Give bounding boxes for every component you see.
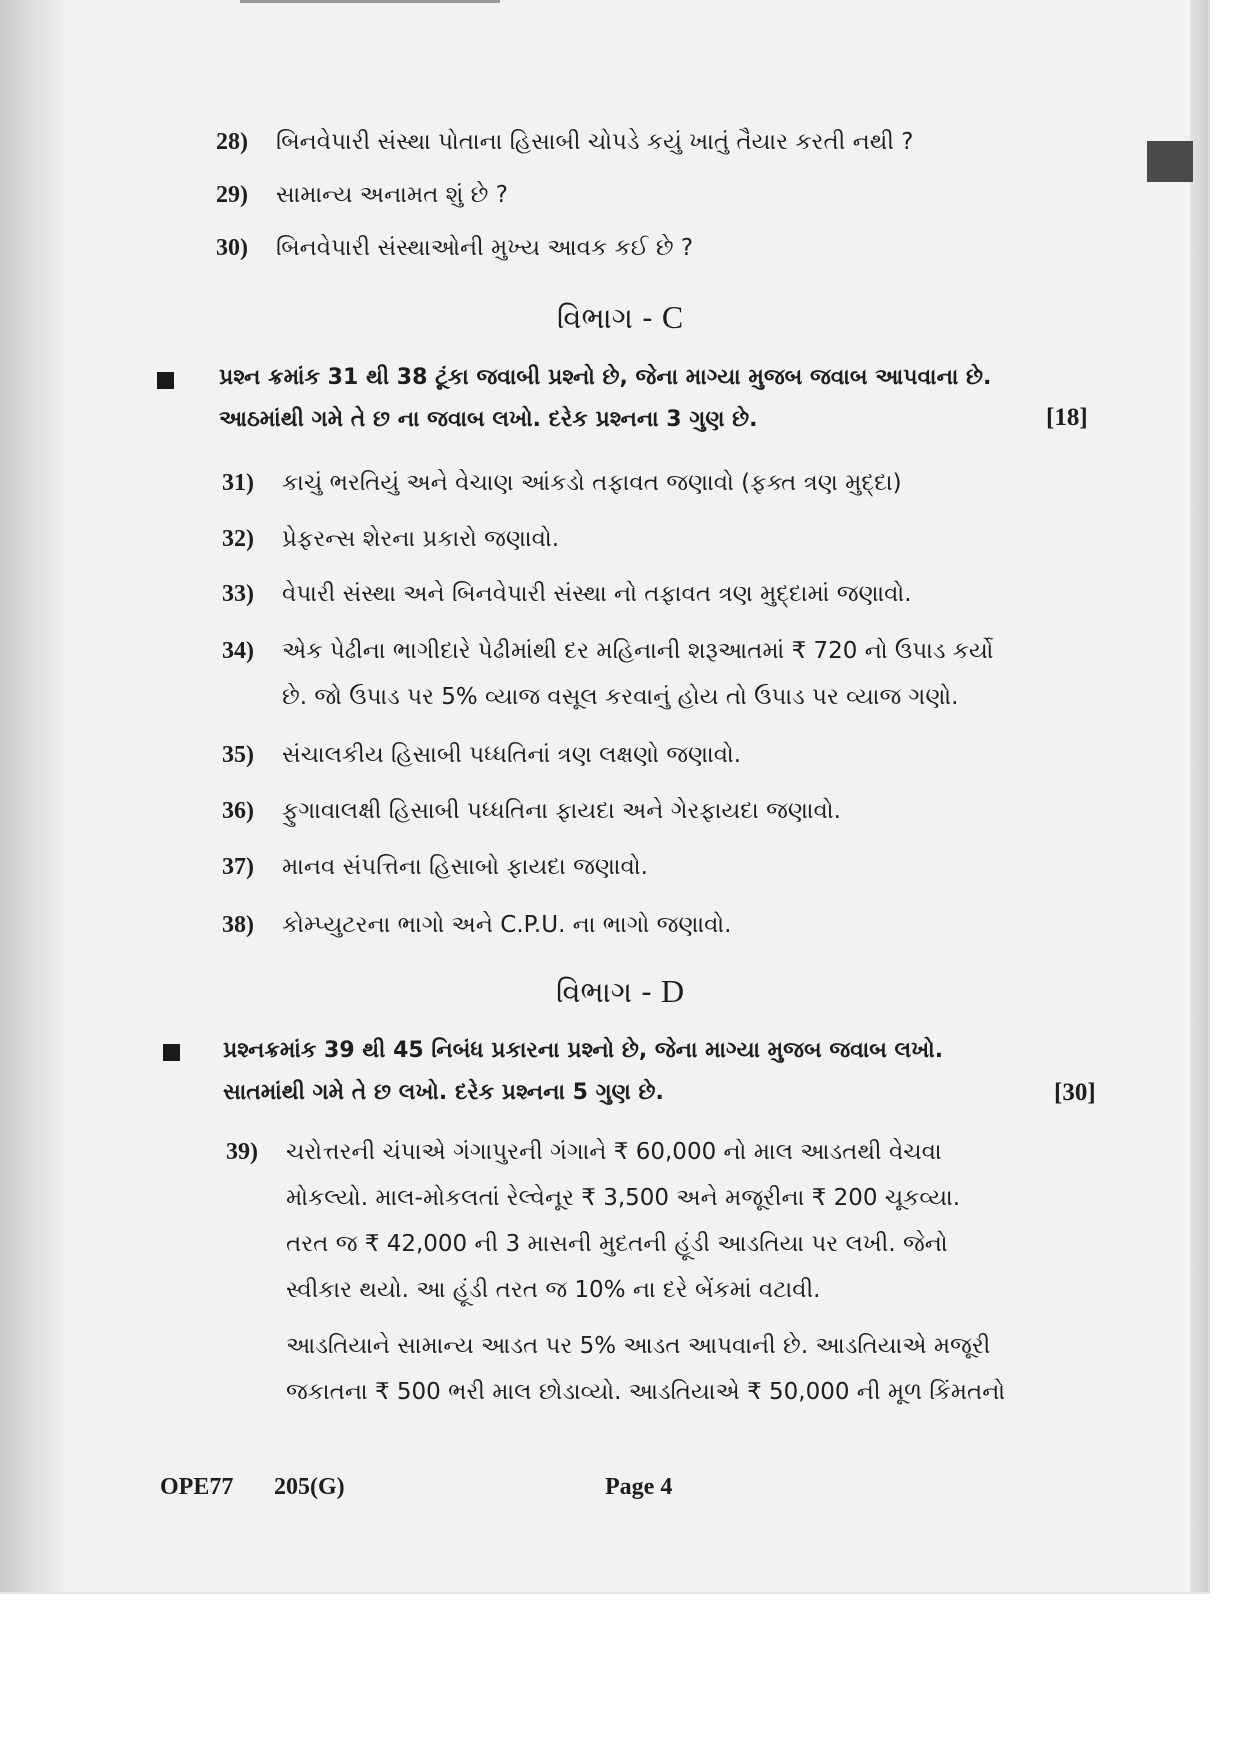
- question-number: 37): [222, 854, 254, 880]
- question-text-line: ચરોત્તરની ચંપાએ ગંગાપુરની ગંગાને ₹ 60,000 નો માલ આડતથી વેચવા: [286, 1139, 942, 1165]
- question-number: 33): [222, 581, 254, 607]
- question-number: 30): [216, 235, 248, 261]
- question-text-line: જકાતના ₹ 500 ભરી માલ છોડાવ્યો. આડતિયાએ ₹ 50,000 ની મૂળ કિંમતનો: [286, 1379, 1006, 1405]
- question-text: કોમ્પ્યુટરના ભાગો અને C.P.U. ના ભાગો જણાવો.: [282, 912, 732, 938]
- question-number: 35): [222, 742, 254, 768]
- question-number: 32): [222, 526, 254, 552]
- page-left-shadow: [0, 0, 62, 1592]
- section-c-instruction-line1: પ્રશ્ન ક્રમાંક 31 થી 38 ટૂંકા જવાબી પ્રશ્નો છે, જેના માગ્યા મુજબ જવાબ આપવાના છે.: [219, 365, 992, 390]
- section-c-marks: [18]: [1046, 404, 1088, 431]
- section-heading-letter: C: [661, 299, 684, 335]
- page-tab-marker: [1147, 141, 1193, 182]
- section-d-instruction-line2: સાતમાંથી ગમે તે છ લખો. દરેક પ્રશ્નના 5 ગુણ છે.: [223, 1080, 664, 1105]
- question-number: 36): [222, 798, 254, 824]
- question-text: સામાન્ય અનામત શું છે ?: [276, 182, 508, 208]
- question-number: 28): [216, 129, 248, 155]
- question-number: 29): [216, 182, 248, 208]
- section-d-heading: [0, 974, 1240, 1009]
- question-text: પ્રેફરન્સ શેરના પ્રકારો જણાવો.: [282, 526, 560, 552]
- footer-page-number: Page 4: [605, 1474, 673, 1500]
- question-number: 34): [222, 638, 254, 664]
- question-text-continued: છે. જો ઉપાડ પર 5% વ્યાજ વસૂલ કરવાનું હોય તો ઉપાડ પર વ્યાજ ગણો.: [282, 684, 959, 710]
- question-number: 38): [222, 912, 254, 938]
- question-text: માનવ સંપત્તિના હિસાબો ફાયદા જણાવો.: [282, 854, 648, 880]
- question-text: બિનવેપારી સંસ્થાઓની મુખ્ય આવક કઈ છે ?: [276, 235, 694, 261]
- question-text: કાચું ભરતિયું અને વેચાણ આંકડો તફાવત જણાવો (ફક્ત ત્રણ મુદ્દા): [282, 470, 902, 496]
- question-text-line: તરત જ ₹ 42,000 ની 3 માસની મુદતની હૂંડી આડતિયા પર લખી. જેનો: [286, 1231, 948, 1257]
- question-text-line: મોકલ્યો. માલ-મોકલતાં રેલ્વેનૂર ₹ 3,500 અને મજૂરીના ₹ 200 ચૂકવ્યા.: [286, 1185, 961, 1211]
- question-text: સંચાલકીય હિસાબી પધ્ધતિનાં ત્રણ લક્ષણો જણાવો.: [282, 742, 742, 768]
- question-text: વેપારી સંસ્થા અને બિનવેપારી સંસ્થા નો તફાવત ત્રણ મુદ્દામાં જણાવો.: [282, 581, 912, 607]
- question-number: 31): [222, 470, 254, 496]
- question-text-line: સ્વીકાર થયો. આ હૂંડી તરત જ 10% ના દરે બેંકમાં વટાવી.: [286, 1277, 821, 1303]
- section-heading-label: વિભાગ -: [556, 301, 653, 335]
- question-text: બિનવેપારી સંસ્થા પોતાના હિસાબી ચોપડે કયું ખાતું તૈયાર કરતી નથી ?: [276, 129, 914, 155]
- page-right-edge: [1190, 0, 1208, 1592]
- question-text: એક પેઢીના ભાગીદારે પેઢીમાંથી દર મહિનાની શરૂઆતમાં ₹ 720 નો ઉપાડ કર્યો: [282, 638, 994, 664]
- question-text-line: આડતિયાને સામાન્ય આડત પર 5% આડત આપવાની છે. આડતિયાએ મજૂરી: [286, 1333, 991, 1359]
- section-c-heading: [0, 300, 1240, 335]
- section-heading-letter: D: [660, 973, 685, 1009]
- footer-code: OPE77: [160, 1474, 234, 1500]
- bullet-square: [157, 372, 174, 389]
- question-text: ફુગાવાલક્ષી હિસાબી પધ્ધતિના ફાયદા અને ગેરફાયદા જણાવો.: [282, 798, 841, 824]
- section-heading-label: વિભાગ -: [555, 975, 652, 1009]
- section-c-instruction-line2: આઠમાંથી ગમે તે છ ના જવાબ લખો. દરેક પ્રશ્નના 3 ગુણ છે.: [219, 407, 758, 432]
- section-d-instruction-line1: પ્રશ્નક્રમાંક 39 થી 45 નિબંધ પ્રકારના પ્રશ્નો છે, જેના માગ્યા મુજબ જવાબ લખો.: [223, 1038, 944, 1063]
- footer-paper: 205(G): [274, 1474, 345, 1500]
- question-number: 39): [226, 1139, 258, 1165]
- bullet-square: [163, 1044, 180, 1061]
- section-d-marks: [30]: [1054, 1079, 1096, 1106]
- page-top-edge: [240, 0, 500, 3]
